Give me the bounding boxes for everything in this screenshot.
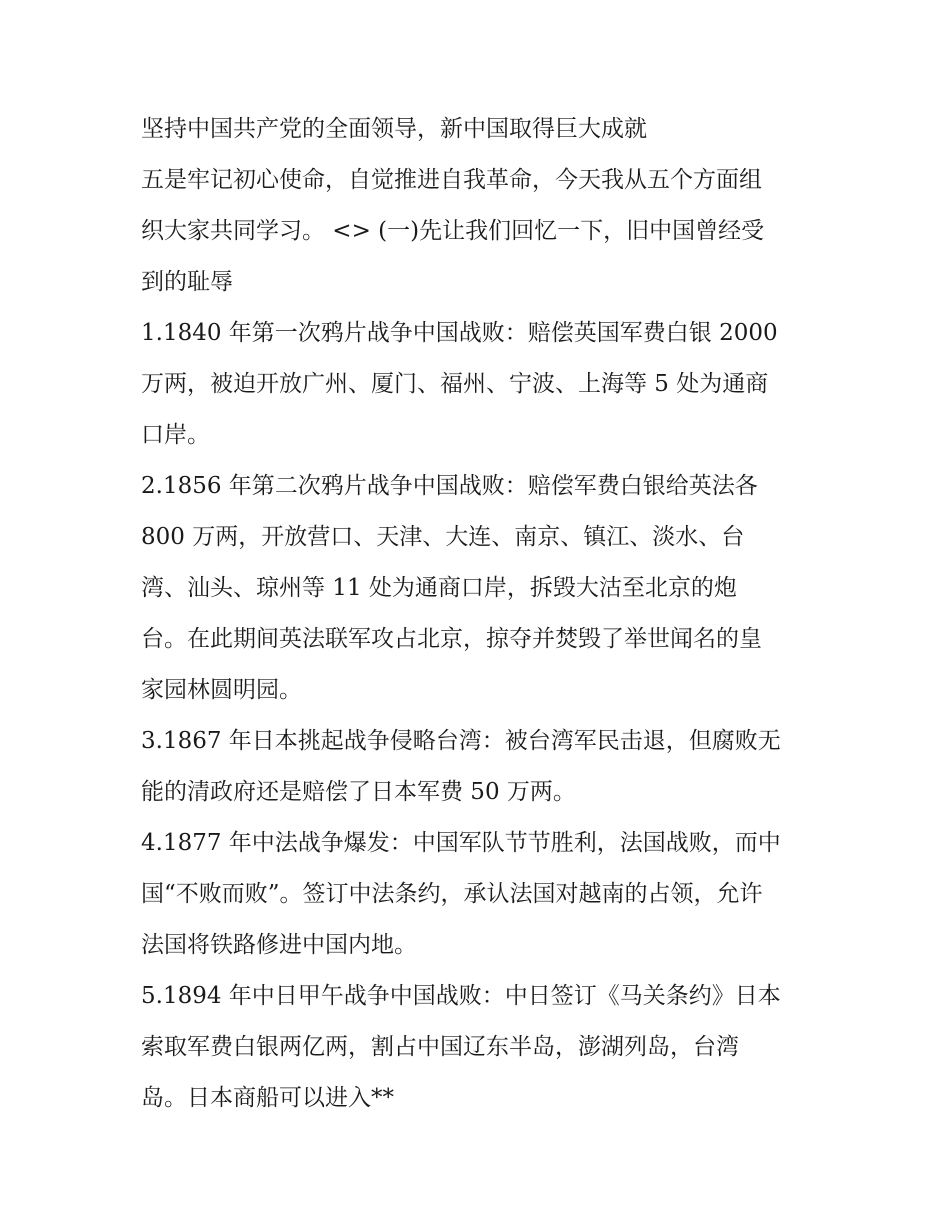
text-line: 岛。日本商船可以进入** xyxy=(141,1085,394,1111)
text-line: 2.1856 年第二次鸦片战争中国战败：赔偿军费白银给英法各 xyxy=(141,473,758,499)
text-line: 5.1894 年中日甲午战争中国战败：中日签订《马关条约》日本 xyxy=(141,983,781,1009)
text-line: 家园林圆明园。 xyxy=(141,677,302,703)
document-body xyxy=(141,104,831,1124)
text-line: 1.1840 年第一次鸦片战争中国战败：赔偿英国军费白银 2000 xyxy=(141,320,778,346)
text-line: 万两，被迫开放广州、厦门、福州、宁波、上海等 5 处为通商 xyxy=(141,371,769,397)
text-line: 索取军费白银两亿两，割占中国辽东半岛，澎湖列岛，台湾 xyxy=(141,1034,739,1060)
text-line: 口岸。 xyxy=(141,422,210,448)
text-line: 织大家共同学习。 <> (一)先让我们回忆一下，旧中国曾经受 xyxy=(141,218,765,244)
text-line: 台。在此期间英法联军攻占北京，掠夺并焚毁了举世闻名的皇 xyxy=(141,626,762,652)
text-line: 能的清政府还是赔偿了日本军费 50 万两。 xyxy=(141,779,576,805)
text-line: 湾、汕头、琼州等 11 处为通商口岸，拆毁大沽至北京的炮 xyxy=(141,575,737,601)
text-line: 五是牢记初心使命，自觉推进自我革命，今天我从五个方面组 xyxy=(141,167,762,193)
text-line: 到的耻辱 xyxy=(141,269,233,295)
text-line: 800 万两，开放营口、天津、大连、南京、镇江、淡水、台 xyxy=(141,524,745,550)
text-line: 3.1867 年日本挑起战争侵略台湾：被台湾军民击退，但腐败无 xyxy=(141,728,781,754)
text-line: 法国将铁路修进中国内地。 xyxy=(141,932,417,958)
text-line: 坚持中国共产党的全面领导，新中国取得巨大成就 xyxy=(141,116,647,142)
text-line: 4.1877 年中法战争爆发：中国军队节节胜利，法国战败，而中 xyxy=(141,830,781,856)
text-line: 国“不败而败”。签订中法条约，承认法国对越南的占领，允许 xyxy=(141,881,763,907)
